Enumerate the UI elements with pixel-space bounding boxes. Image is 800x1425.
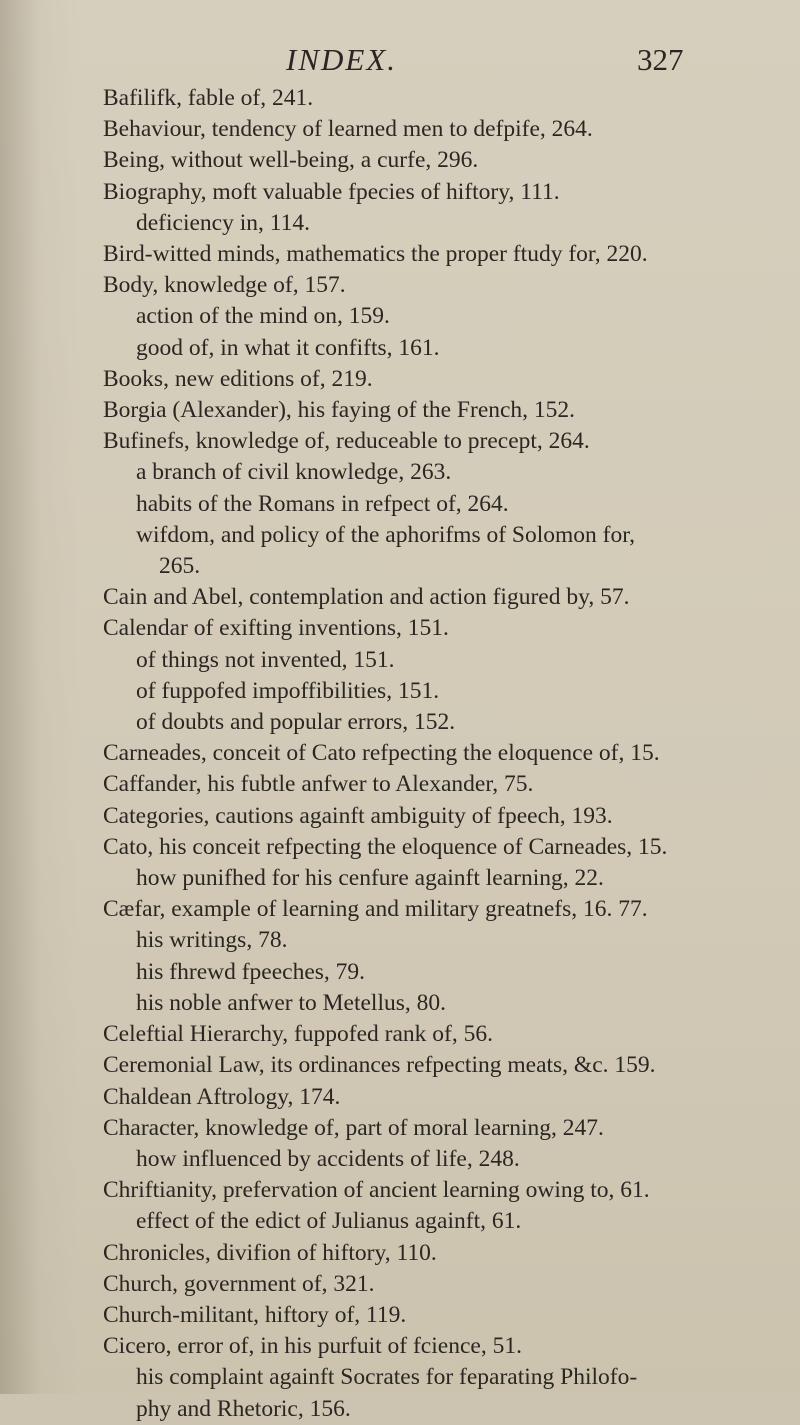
- index-subentry: his complaint againft Socrates for feparating Philofo-: [136, 1364, 638, 1391]
- index-subentry: how punifhed for his cenfure againft learning, 22.: [136, 865, 604, 892]
- index-entry: Biography, moft valuable fpecies of hiftory, 111.: [103, 178, 560, 205]
- index-subentry: 265.: [159, 553, 201, 580]
- running-title: INDEX.: [286, 42, 398, 77]
- index-subentry: of doubts and popular errors, 152.: [136, 709, 456, 736]
- index-entry: Borgia (Alexander), his faying of the French, 152.: [103, 397, 576, 424]
- index-entry: Books, new editions of, 219.: [103, 365, 373, 392]
- index-entry: Cæfar, example of learning and military greatnefs, 16. 77.: [103, 896, 648, 923]
- index-entry: Cato, his conceit refpecting the eloquence of Carneades, 15.: [103, 833, 668, 860]
- index-entry: Chriftianity, prefervation of ancient learning owing to, 61.: [103, 1177, 650, 1204]
- index-entry: Church, government of, 321.: [103, 1270, 375, 1297]
- index-subentry: deficiency in, 114.: [136, 209, 311, 236]
- page-header: [0, 42, 800, 82]
- index-entry: Bafilifk, fable of, 241.: [103, 85, 314, 111]
- index-entry: Caffander, his fubtle anfwer to Alexander, 75.: [103, 771, 534, 798]
- index-subentry: of fuppofed impoffibilities, 151.: [136, 677, 440, 704]
- index-subentry: his writings, 78.: [136, 927, 288, 954]
- index-subentry: habits of the Romans in refpect of, 264.: [136, 490, 509, 517]
- index-entry: Character, knowledge of, part of moral learning, 247.: [103, 1114, 604, 1141]
- index-subentry: a branch of civil knowledge, 263.: [136, 459, 452, 486]
- index-entry: Bufinefs, knowledge of, reduceable to precept, 264.: [103, 428, 590, 455]
- page-number: 327: [637, 42, 684, 77]
- index-subentry: his noble anfwer to Metellus, 80.: [136, 989, 447, 1016]
- index-entry: Church-militant, hiftory of, 119.: [103, 1301, 407, 1328]
- index-entry: Ceremonial Law, its ordinances refpecting meats, &c. 159.: [103, 1052, 656, 1079]
- index-entry: Behaviour, tendency of learned men to defpife, 264.: [103, 116, 593, 143]
- index-subentry: of things not invented, 151.: [136, 646, 395, 673]
- index-subentry: his fhrewd fpeeches, 79.: [136, 958, 366, 985]
- index-entry: Body, knowledge of, 157.: [103, 272, 346, 299]
- index-entry: Cicero, error of, in his purfuit of fcience, 51.: [103, 1333, 522, 1360]
- index-entry: Cain and Abel, contemplation and action figured by, 57.: [103, 584, 630, 611]
- index-subentry: wifdom, and policy of the aphorifms of Solomon for,: [136, 521, 636, 548]
- index-entry: Bird-witted minds, mathematics the proper ftudy for, 220.: [103, 241, 648, 268]
- index-entry: Calendar of exifting inventions, 151.: [103, 615, 449, 642]
- index-entry: Chronicles, divifion of hiftory, 110.: [103, 1239, 437, 1266]
- index-entry: Celeftial Hierarchy, fuppofed rank of, 56.: [103, 1021, 493, 1048]
- index-subentry: phy and Rhetoric, 156.: [136, 1395, 351, 1422]
- index-entries: [103, 83, 783, 1425]
- index-entry: Categories, cautions againft ambiguity of fpeech, 193.: [103, 802, 613, 829]
- index-entry: Carneades, conceit of Cato refpecting the eloquence of, 15.: [103, 740, 660, 767]
- index-subentry: good of, in what it confifts, 161.: [136, 334, 440, 361]
- index-entry: Chaldean Aftrology, 174.: [103, 1083, 341, 1110]
- index-subentry: how influenced by accidents of life, 248.: [136, 1145, 520, 1172]
- index-entry: Being, without well-being, a curfe, 296.: [103, 147, 479, 174]
- index-subentry: effect of the edict of Julianus againft, 61.: [136, 1208, 522, 1235]
- index-subentry: action of the mind on, 159.: [136, 303, 390, 330]
